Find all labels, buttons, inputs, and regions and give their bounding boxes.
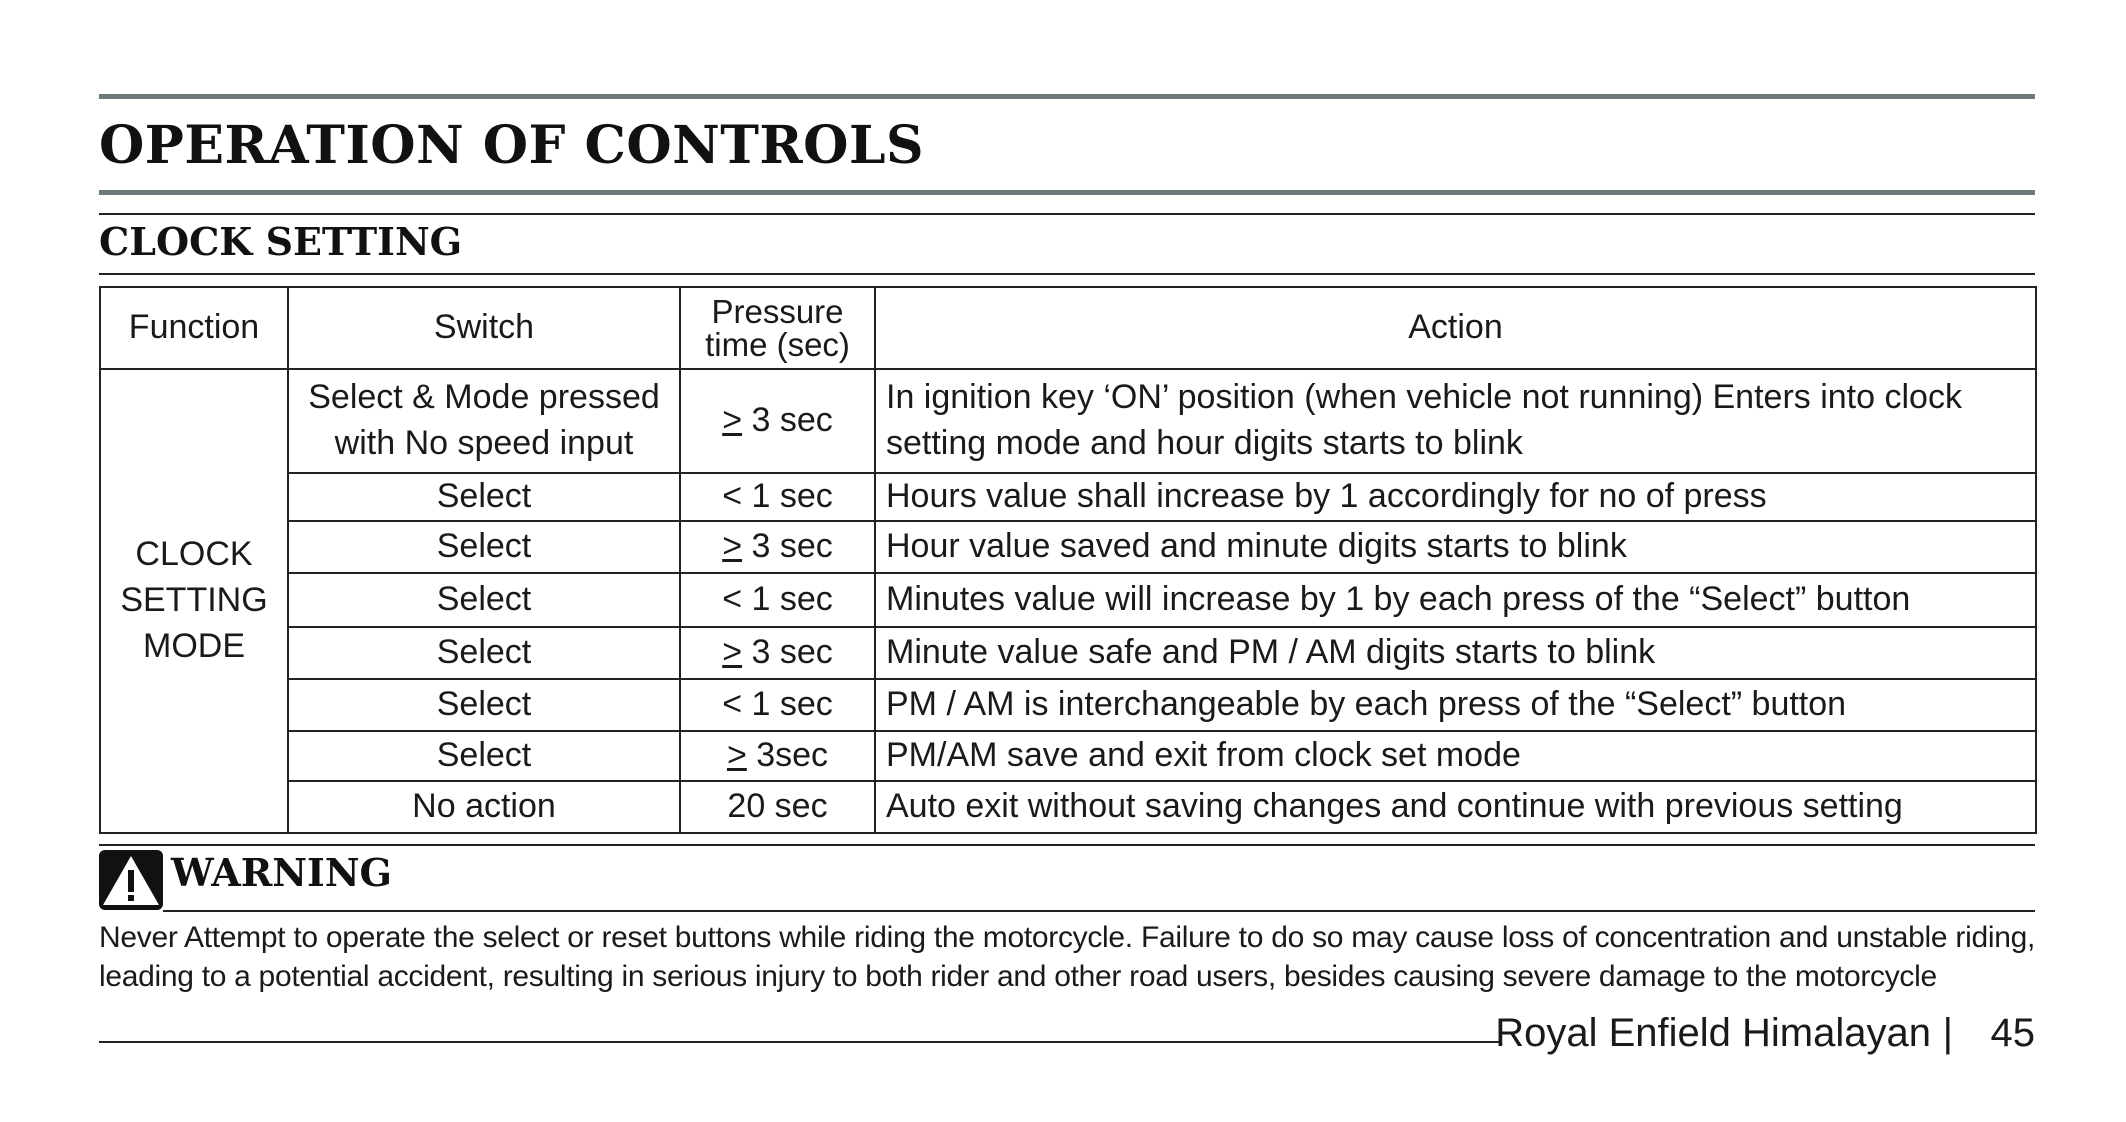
table-row: [100, 781, 2036, 833]
table-row: [100, 731, 2036, 781]
warning-rule-top: [99, 844, 2035, 846]
table-header-row: [100, 287, 2036, 369]
switch-cell: Select: [288, 521, 680, 573]
table-row: [100, 573, 2036, 627]
switch-cell: No action: [288, 781, 680, 833]
warning-header: [99, 844, 2035, 912]
table-row: [100, 627, 2036, 679]
title-rule: [99, 190, 2035, 195]
top-rule: [99, 94, 2035, 99]
clock-setting-table: [99, 286, 2037, 834]
time-cell: > 3 sec: [680, 521, 875, 573]
action-cell: Auto exit without saving changes and continue with previous setting: [875, 781, 2036, 833]
footer-separator: |: [1942, 1011, 1953, 1055]
switch-cell: Select: [288, 473, 680, 521]
switch-cell: Select: [288, 679, 680, 731]
time-cell: < 1 sec: [680, 573, 875, 627]
action-cell: In ignition key ‘ON’ position (when vehicle not running) Enters into clock setting mode and hour digits starts to blink: [875, 369, 2036, 473]
time-cell: 20 sec: [680, 781, 875, 833]
page-number: 45: [1990, 1011, 2035, 1055]
action-cell: PM/AM save and exit from clock set mode: [875, 731, 2036, 781]
footer-brand: Royal Enfield Himalayan: [1495, 1011, 1931, 1055]
switch-cell: Select & Mode pressed with No speed input: [288, 369, 680, 473]
action-cell: Hours value shall increase by 1 accordingly for no of press: [875, 473, 2036, 521]
warning-text: Never Attempt to operate the select or reset buttons while riding the motorcycle. Failure to do so may cause loss of concentration and unstable riding, leading to a potential accident, resulting in serious injury to both rider and other road users, besides causing severe damage to the motorcycle: [99, 920, 2035, 993]
table-row: [100, 369, 2036, 473]
action-cell: Minute value safe and PM / AM digits starts to blink: [875, 627, 2036, 679]
time-cell: > 3 sec: [680, 627, 875, 679]
warning-label: WARNING: [171, 849, 393, 895]
warning-rule-bottom: [163, 910, 2035, 912]
table-row: [100, 473, 2036, 521]
action-cell: Minutes value will increase by 1 by each press of the “Select” button: [875, 573, 2036, 627]
function-cell: CLOCK SETTING MODE: [100, 369, 288, 833]
time-cell: < 1 sec: [680, 473, 875, 521]
switch-cell: Select: [288, 731, 680, 781]
table-row: [100, 679, 2036, 731]
time-cell: < 1 sec: [680, 679, 875, 731]
section-rule-top: [99, 213, 2035, 215]
column-header-action: Action: [875, 287, 2036, 369]
section-title: CLOCK SETTING: [99, 219, 463, 265]
column-header-pressure-time: Pressure time (sec): [680, 287, 875, 369]
switch-cell: Select: [288, 573, 680, 627]
section-rule-bottom: [99, 273, 2035, 275]
action-cell: Hour value saved and minute digits starts to blink: [875, 521, 2036, 573]
switch-cell: Select: [288, 627, 680, 679]
time-cell: > 3 sec: [680, 369, 875, 473]
column-header-switch: Switch: [288, 287, 680, 369]
footer-rule: [99, 1041, 1499, 1043]
page-footer: [99, 1008, 2035, 1068]
action-cell: PM / AM is interchangeable by each press of the “Select” button: [875, 679, 2036, 731]
column-header-function: Function: [100, 287, 288, 369]
warning-triangle-icon: [99, 850, 163, 910]
time-cell: > 3sec: [680, 731, 875, 781]
manual-page: [99, 94, 2035, 996]
page-title: OPERATION OF CONTROLS: [99, 115, 925, 176]
table-row: [100, 521, 2036, 573]
